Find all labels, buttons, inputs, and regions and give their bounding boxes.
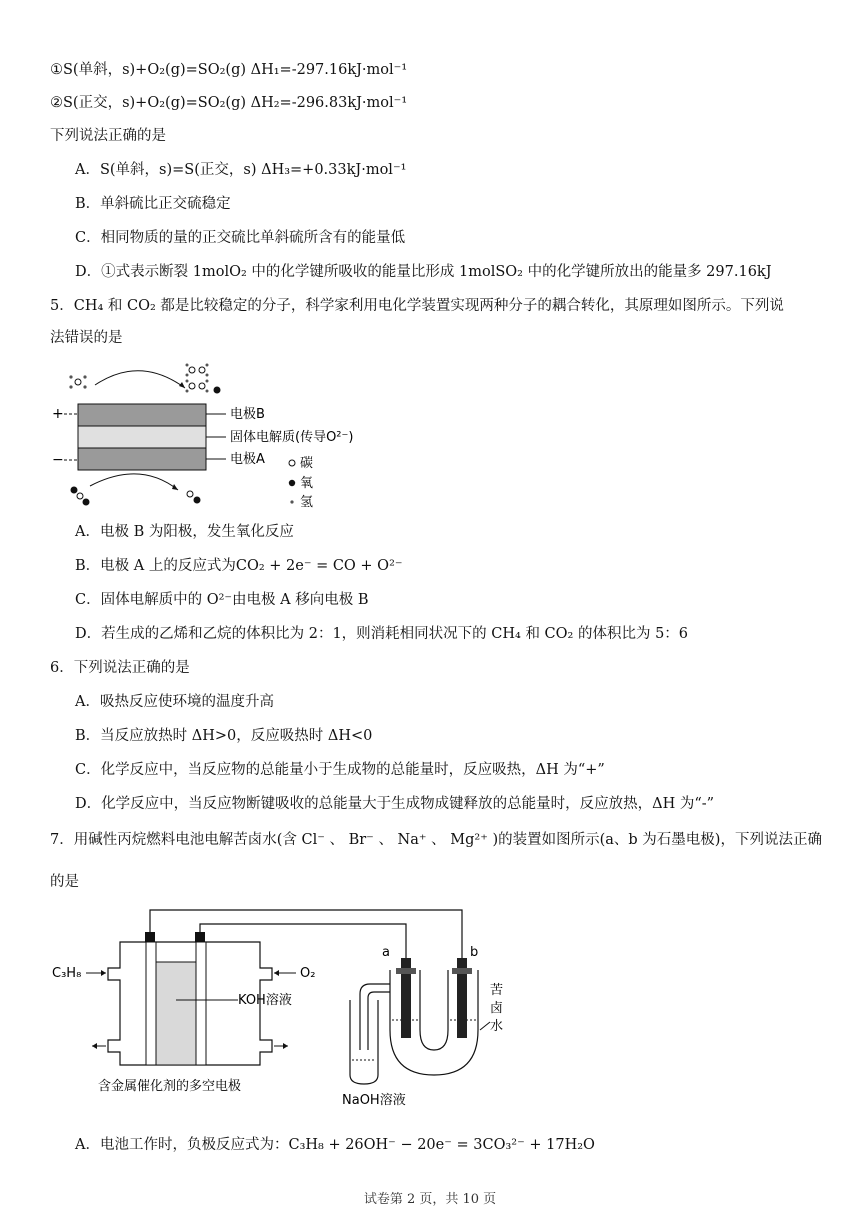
electrolyte-layer: [78, 426, 206, 448]
brine-label-1: 苦: [490, 983, 504, 998]
electrode-b-layer: [78, 404, 206, 426]
porous-electrode-label: 含金属催化剂的多空电极: [98, 1079, 242, 1094]
positive-terminal: +: [52, 406, 64, 422]
q5-option-b: B．电极 A 上的反应式为CO₂ + 2e⁻ = CO + O²⁻: [75, 558, 403, 574]
ethane-water-molecule-icon: [186, 380, 221, 394]
electrode-a-label: a: [382, 945, 390, 960]
q6-stem: 6．下列说法正确的是: [50, 660, 190, 676]
q5-stem-line2: 法错误的是: [50, 330, 123, 346]
electrode-b-label: 电极B: [230, 407, 265, 422]
legend-oxygen: 氧: [300, 476, 314, 491]
q5-stem-line1: 5．CH₄ 和 CO₂ 都是比较稳定的分子，科学家利用电化学装置实现两种分子的耦合转化，其原理如图所示。下列说: [50, 298, 784, 314]
q5-option-a: A．电极 B 为阳极，发生氧化反应: [75, 524, 294, 540]
oxygen-inlet-label: O₂: [300, 966, 316, 981]
co-molecule-icon: [187, 491, 201, 504]
equation-2: ②S(正交，s)+O₂(g)=SO₂(g) ΔH₂=-296.83kJ·mol⁻¹: [50, 95, 408, 111]
legend-carbon: 碳: [300, 456, 314, 471]
page-footer: 试卷第 2 页，共 10 页: [363, 1192, 497, 1207]
fuel-cell-electrolysis-figure: [50, 900, 510, 1115]
electrolysis-figure: [50, 360, 390, 515]
q4-stem: 下列说法正确的是: [50, 128, 166, 144]
q4-option-d: D．①式表示断裂 1molO₂ 中的化学键所吸收的能量比形成 1molSO₂ 中的化学键所放出的能量多 297.16kJ: [75, 264, 772, 280]
electrolyte-label: 固体电解质(传导O²⁻): [230, 430, 354, 445]
q5-option-c: C．固体电解质中的 O²⁻由电极 A 移向电极 B: [75, 592, 369, 608]
brine-label-3: 水: [490, 1019, 504, 1034]
ethylene-molecule-icon: [186, 364, 209, 377]
q4-option-b: B．单斜硫比正交硫稳定: [75, 196, 231, 212]
electrode-a-label: 电极A: [230, 452, 265, 467]
co2-molecule-icon: [71, 487, 90, 506]
q6-option-b: B．当反应放热时 ΔH>0，反应吸热时 ΔH<0: [75, 728, 373, 744]
naoh-label: NaOH溶液: [342, 1093, 406, 1108]
q6-option-a: A．吸热反应使环境的温度升高: [75, 694, 274, 710]
propane-inlet-label: C₃H₈: [52, 966, 82, 981]
q7-option-a: A．电池工作时，负极反应式为：C₃H₈ + 26OH⁻ − 20e⁻ = 3CO₃²⁻ + 17H₂O: [75, 1137, 595, 1153]
q7-stem-line2: 的是: [50, 874, 79, 890]
q6-option-d: D．化学反应中，当反应物断键吸收的总能量大于生成物成键释放的总能量时，反应放热，ΔH 为“-”: [75, 796, 715, 812]
negative-terminal: −: [52, 452, 64, 468]
q4-option-a: A．S(单斜，s)=S(正交，s) ΔH₃=+0.33kJ·mol⁻¹: [75, 162, 407, 178]
koh-solution-fill: [156, 962, 196, 1065]
electrode-b-label: b: [470, 945, 479, 960]
legend-hydrogen: 氢: [300, 495, 314, 510]
q4-option-c: C．相同物质的量的正交硫比单斜硫所含有的能量低: [75, 230, 406, 246]
koh-label: KOH溶液: [238, 993, 292, 1008]
q7-stem-line1: 7．用碱性丙烷燃料电池电解苦卤水(含 Cl⁻ 、 Br⁻ 、 Na⁺ 、 Mg²⁺ )的装置如图所示(a、b 为石墨电极)，下列说法正确: [50, 832, 822, 848]
q5-option-d: D．若生成的乙烯和乙烷的体积比为 2：1，则消耗相同状况下的 CH₄ 和 CO₂ 的体积比为 5：6: [75, 626, 689, 642]
electrode-a-layer: [78, 448, 206, 470]
methane-molecule-icon: [69, 375, 86, 388]
brine-label-2: 卤: [490, 1001, 504, 1016]
q6-option-c: C．化学反应中，当反应物的总能量小于生成物的总能量时，反应吸热，ΔH 为“+”: [75, 762, 605, 778]
equation-1: ①S(单斜，s)+O₂(g)=SO₂(g) ΔH₁=-297.16kJ·mol⁻¹: [50, 62, 408, 78]
